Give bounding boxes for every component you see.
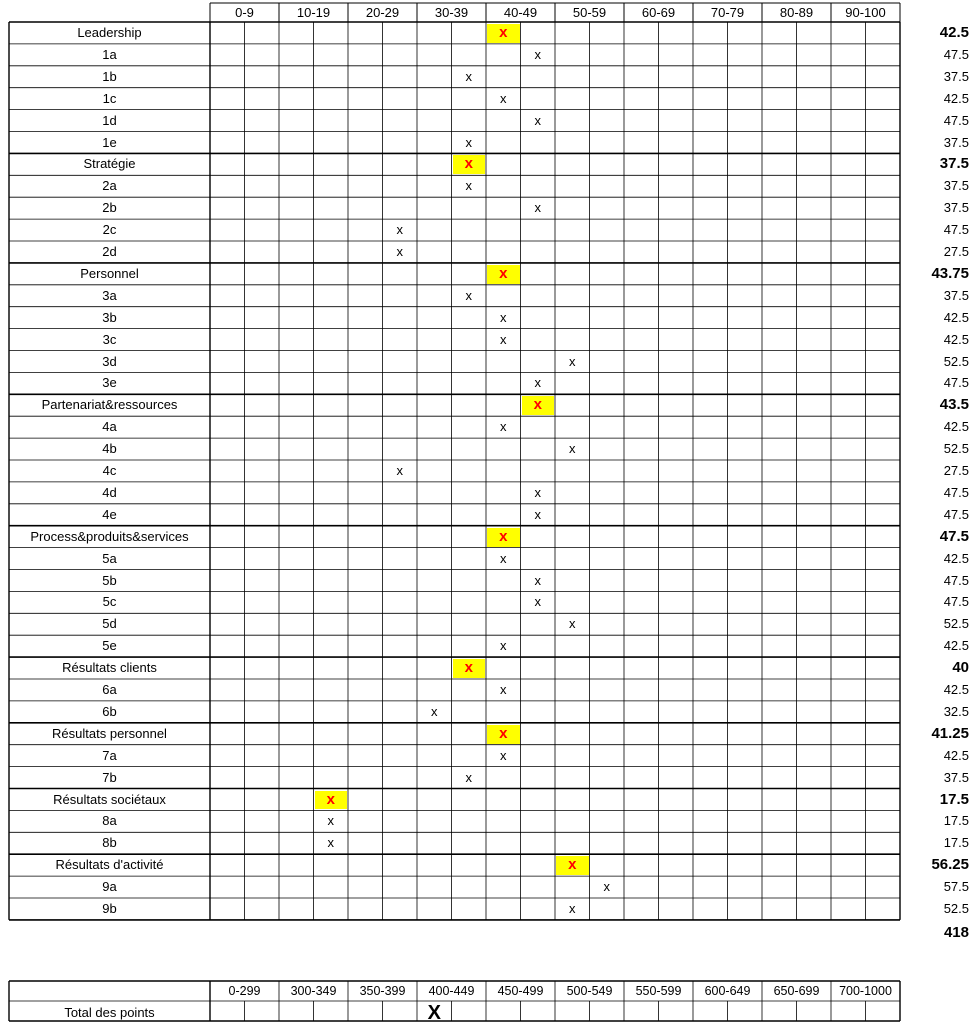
criterion-score: 43.5 [939, 396, 969, 414]
total-range-header: 300-349 [290, 984, 337, 998]
subcriterion-label: 3a [102, 287, 117, 303]
criterion-score: 56.25 [931, 856, 969, 874]
subcriterion-score: 17.5 [943, 835, 969, 851]
criterion-score: 40 [952, 659, 969, 677]
subcriterion-score: 47.5 [943, 46, 969, 62]
subcriterion-mark: x [500, 550, 507, 566]
subcriterion-mark: x [465, 134, 472, 150]
subcriterion-mark: x [534, 112, 541, 128]
subcriterion-label: 5a [102, 550, 117, 566]
criterion-score: 47.5 [939, 527, 969, 545]
subcriterion-label: 9a [102, 879, 117, 895]
criterion-average-mark: x [522, 396, 555, 415]
score-range-header: 50-59 [572, 5, 607, 20]
criterion-label: Personnel [80, 265, 139, 281]
subcriterion-mark: x [569, 353, 576, 369]
score-range-header: 60-69 [641, 5, 676, 20]
criterion-average-mark: x [556, 856, 589, 875]
subcriterion-mark: x [500, 90, 507, 106]
subcriterion-score: 37.5 [943, 68, 969, 84]
subcriterion-mark: x [396, 244, 403, 259]
score-range-header: 0-9 [235, 5, 254, 20]
subcriterion-score: 42.5 [943, 682, 969, 697]
criterion-average-mark: x [487, 265, 520, 284]
criterion-average-mark: x [453, 659, 486, 678]
criterion-label: Partenariat&ressources [41, 397, 178, 413]
subcriterion-label: 6b [102, 703, 117, 719]
subcriterion-label: 2d [102, 244, 117, 259]
grand-total: 418 [943, 923, 969, 941]
subcriterion-label: 2b [102, 200, 117, 216]
criterion-score: 37.5 [939, 155, 969, 173]
total-range-header: 600-649 [704, 984, 751, 998]
subcriterion-score: 52.5 [943, 901, 969, 916]
subcriterion-label: 9b [102, 901, 117, 916]
subcriterion-label: 4c [102, 463, 117, 478]
subcriterion-score: 47.5 [943, 375, 969, 391]
criterion-score: 42.5 [939, 24, 969, 41]
subcriterion-mark: x [465, 287, 472, 303]
subcriterion-mark: x [534, 594, 541, 610]
criterion-label: Résultats personnel [52, 725, 167, 741]
subcriterion-label: 2a [102, 178, 117, 194]
subcriterion-score: 42.5 [943, 309, 969, 325]
criterion-label: Process&produits&services [30, 528, 189, 544]
subcriterion-label: 6a [102, 682, 117, 697]
subcriterion-label: 1b [102, 68, 117, 84]
subcriterion-label: 5d [102, 616, 117, 632]
subcriterion-label: 8a [102, 813, 117, 829]
subcriterion-mark: x [569, 901, 576, 916]
criterion-label: Stratégie [83, 156, 136, 172]
total-range-header: 350-399 [359, 984, 406, 998]
subcriterion-mark: x [534, 200, 541, 216]
subcriterion-score: 47.5 [943, 484, 969, 500]
subcriterion-mark: x [534, 506, 541, 522]
subcriterion-score: 32.5 [943, 703, 969, 719]
criterion-label: Résultats clients [62, 660, 157, 676]
subcriterion-label: 4a [102, 419, 117, 435]
subcriterion-mark: x [431, 703, 438, 719]
subcriterion-mark: x [500, 747, 507, 763]
subcriterion-label: 3b [102, 309, 117, 325]
criterion-average-mark: x [487, 725, 520, 744]
criterion-average-mark: x [453, 155, 486, 174]
total-range-header: 400-449 [428, 984, 475, 998]
subcriterion-score: 37.5 [943, 769, 969, 785]
subcriterion-label: 4b [102, 441, 117, 457]
subcriterion-score: 42.5 [943, 331, 969, 347]
subcriterion-label: 7a [102, 747, 117, 763]
subcriterion-score: 27.5 [943, 463, 969, 478]
subcriterion-score: 52.5 [943, 616, 969, 632]
subcriterion-label: 4e [102, 506, 117, 522]
criterion-average-mark: x [315, 791, 348, 810]
subcriterion-mark: x [603, 879, 610, 895]
subcriterion-mark: x [465, 178, 472, 194]
subcriterion-score: 47.5 [943, 572, 969, 588]
total-range-header: 0-299 [228, 984, 261, 998]
subcriterion-label: 5e [102, 638, 117, 654]
subcriterion-label: 1e [102, 134, 117, 150]
subcriterion-score: 47.5 [943, 222, 969, 238]
subcriterion-label: 2c [102, 222, 117, 238]
subcriterion-label: 3c [102, 331, 117, 347]
subcriterion-label: 1a [102, 46, 117, 62]
subcriterion-score: 42.5 [943, 419, 969, 435]
score-range-header: 90-100 [845, 5, 886, 20]
criterion-label: Leadership [77, 25, 142, 40]
criterion-label: Résultats sociétaux [53, 791, 166, 807]
subcriterion-label: 5c [102, 594, 117, 610]
subcriterion-mark: x [396, 222, 403, 238]
criterion-label: Résultats d'activité [55, 857, 164, 873]
subcriterion-label: 4d [102, 484, 117, 500]
subcriterion-score: 42.5 [943, 550, 969, 566]
subcriterion-label: 8b [102, 835, 117, 851]
score-range-header: 40-49 [503, 5, 538, 20]
total-points-label: Total des points [64, 1005, 155, 1020]
total-range-header: 650-699 [773, 984, 820, 998]
subcriterion-mark: x [534, 46, 541, 62]
subcriterion-score: 47.5 [943, 594, 969, 610]
criterion-average-mark: x [487, 24, 520, 43]
subcriterion-score: 37.5 [943, 200, 969, 216]
score-range-header: 30-39 [434, 5, 469, 20]
subcriterion-score: 37.5 [943, 134, 969, 150]
subcriterion-mark: x [500, 638, 507, 654]
criterion-average-mark: x [487, 528, 520, 547]
subcriterion-score: 17.5 [943, 813, 969, 829]
score-range-header: 70-79 [710, 5, 745, 20]
subcriterion-mark: x [534, 572, 541, 588]
subcriterion-score: 42.5 [943, 747, 969, 763]
score-range-header: 10-19 [296, 5, 331, 20]
subcriterion-score: 27.5 [943, 244, 969, 259]
total-range-header: 450-499 [497, 984, 544, 998]
subcriterion-score: 52.5 [943, 441, 969, 457]
subcriterion-mark: x [500, 682, 507, 697]
subcriterion-label: 1d [102, 112, 117, 128]
subcriterion-mark: x [327, 835, 334, 851]
subcriterion-mark: x [500, 331, 507, 347]
subcriterion-mark: x [500, 309, 507, 325]
total-points-mark: X [427, 1002, 441, 1024]
subcriterion-label: 5b [102, 572, 117, 588]
subcriterion-mark: x [396, 463, 403, 478]
total-range-header: 550-599 [635, 984, 682, 998]
subcriterion-score: 42.5 [943, 90, 969, 106]
subcriterion-mark: x [569, 616, 576, 632]
subcriterion-mark: x [465, 769, 472, 785]
subcriterion-mark: x [465, 68, 472, 84]
total-range-header: 500-549 [566, 984, 613, 998]
subcriterion-mark: x [534, 375, 541, 391]
score-range-header: 80-89 [779, 5, 814, 20]
subcriterion-mark: x [327, 813, 334, 829]
subcriterion-score: 47.5 [943, 506, 969, 522]
subcriterion-label: 1c [102, 90, 117, 106]
subcriterion-mark: x [534, 484, 541, 500]
subcriterion-score: 42.5 [943, 638, 969, 654]
subcriterion-label: 3e [102, 375, 117, 391]
subcriterion-score: 52.5 [943, 353, 969, 369]
criterion-score: 17.5 [939, 790, 969, 808]
subcriterion-mark: x [569, 441, 576, 457]
subcriterion-label: 7b [102, 769, 117, 785]
subcriterion-score: 57.5 [943, 879, 969, 895]
subcriterion-score: 37.5 [943, 287, 969, 303]
total-range-header: 700-1000 [839, 984, 892, 998]
subcriterion-score: 37.5 [943, 178, 969, 194]
score-range-header: 20-29 [365, 5, 400, 20]
criterion-score: 43.75 [931, 264, 969, 282]
subcriterion-mark: x [500, 419, 507, 435]
subcriterion-label: 3d [102, 353, 117, 369]
subcriterion-score: 47.5 [943, 112, 969, 128]
criterion-score: 41.25 [931, 724, 969, 742]
